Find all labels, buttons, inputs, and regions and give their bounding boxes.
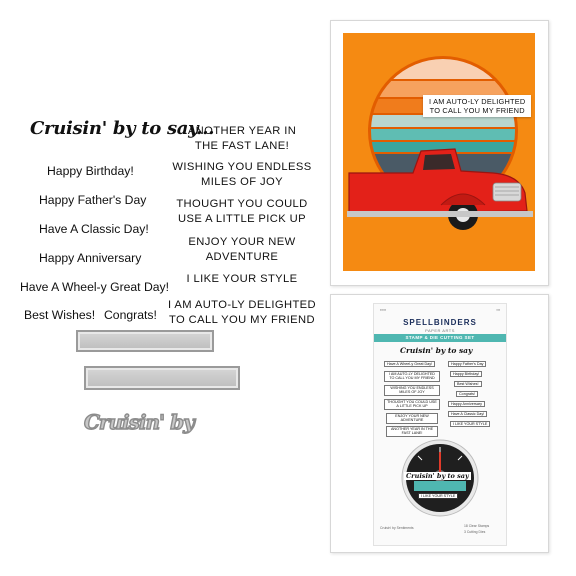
packaging-frame xyxy=(330,294,549,553)
pkg-box: WISHING YOU ENDLESS MILES OF JOY xyxy=(384,385,440,396)
package-script-title: Cruisin' by to say xyxy=(400,346,473,355)
stamp-line: ANOTHER YEAR IN xyxy=(187,125,297,137)
stamp-another-year xyxy=(172,124,312,154)
stamp-line: THOUGHT YOU COULD xyxy=(176,198,308,210)
stamp-line: USE A LITTLE PICK UP xyxy=(178,213,306,225)
package-footer-right-2: 3 Cutting Dies xyxy=(464,530,486,534)
sample-card xyxy=(343,33,535,271)
card-sentiment-line: TO CALL YOU MY FRIEND xyxy=(429,106,525,115)
pkg-box: Congrats! xyxy=(456,391,478,397)
stamp-like-your-style xyxy=(170,272,314,287)
stripe-1 xyxy=(363,57,523,79)
die-bar-long xyxy=(84,366,240,390)
pkg-box: Happy Father's Day xyxy=(448,361,486,367)
pkg-box: Have A Classic Day! xyxy=(448,411,487,417)
pkg-box: THOUGHT YOU COULD USE A LITTLE PICK UP xyxy=(384,399,440,410)
stamp-congrats: Congrats! xyxy=(104,308,157,322)
card-sentiment-line: I AM AUTO-LY DELIGHTED xyxy=(429,97,526,106)
sunset-truck-illustration xyxy=(343,33,535,271)
pkg-box: I LIKE YOUR STYLE xyxy=(450,421,490,427)
pkg-box: I AM AUTO-LY DELIGHTED TO CALL YOU MY FRIEND xyxy=(384,371,440,382)
pkg-box: Happy Birthday! xyxy=(450,371,482,377)
stamp-new-adventure xyxy=(170,235,314,265)
package-brand-sub: PAPER ARTS xyxy=(425,328,455,333)
stamp-happy-birthday: Happy Birthday! xyxy=(47,164,134,178)
stamp-line: WISHING YOU ENDLESS xyxy=(172,161,312,173)
stamp-wheel-y-great-day: Have A Wheel-y Great Day! xyxy=(20,280,170,294)
stamp-little-pick-up xyxy=(166,197,318,227)
package-meta-left: ▪▪▪▪▪ xyxy=(380,308,387,312)
stamp-happy-anniversary: Happy Anniversary xyxy=(39,251,142,265)
stamp-line: THE FAST LANE! xyxy=(194,140,290,152)
pkg-box: ANOTHER YEAR IN THE FAST LANE! xyxy=(386,426,438,437)
pkg-box: ENJOY YOUR NEW ADVENTURE xyxy=(386,413,438,424)
gauge-teal-banner xyxy=(414,481,466,491)
package-brand: SPELLBINDERS xyxy=(403,318,477,327)
sample-card-frame xyxy=(330,20,549,286)
stamp-line: ADVENTURE xyxy=(205,251,279,263)
package-card xyxy=(373,303,507,546)
truck-grille xyxy=(493,183,521,201)
stamp-wishing-endless-miles xyxy=(166,160,318,190)
stamp-line: TO CALL YOU MY FRIEND xyxy=(169,314,315,326)
stripe-5 xyxy=(363,129,523,140)
gauge-script: Cruisin' by to say xyxy=(406,472,469,480)
stamp-happy-fathers-day: Happy Father's Day xyxy=(39,193,147,207)
truck-window xyxy=(423,154,455,170)
stamp-line: MILES OF JOY xyxy=(201,176,283,188)
pkg-box: Best Wishes! xyxy=(454,381,482,387)
package-band: STAMP & DIE CUTTING SET xyxy=(374,334,506,342)
package-footer-left: Cruisin' by Sentiments xyxy=(380,526,414,530)
stamp-line: ENJOY YOUR NEW xyxy=(188,236,296,248)
package-meta-right: ▪▪▪ xyxy=(496,308,500,312)
card-sentiment-strip xyxy=(423,95,531,117)
stamp-line: I LIKE YOUR STYLE xyxy=(186,273,298,285)
stamp-title-script: Cruisin' by to say... xyxy=(30,118,215,139)
stamp-best-wishes: Best Wishes! xyxy=(24,308,96,322)
package-footer-right-1: 18 Clear Stamps xyxy=(464,524,490,528)
die-script-word: Cruisin' by xyxy=(84,410,194,434)
truck-bumper xyxy=(347,211,533,217)
stamp-auto-ly-delighted xyxy=(160,298,324,328)
gauge-sentiment: I LIKE YOUR STYLE xyxy=(418,493,458,499)
pkg-box: Happy Anniversary xyxy=(448,401,485,407)
stamp-have-a-classic-day: Have A Classic Day! xyxy=(39,222,149,236)
pkg-box: Have A Wheel-y Great Day! xyxy=(384,361,435,367)
stamp-line: I AM AUTO-LY DELIGHTED xyxy=(167,299,317,311)
die-bar-short xyxy=(76,330,214,352)
